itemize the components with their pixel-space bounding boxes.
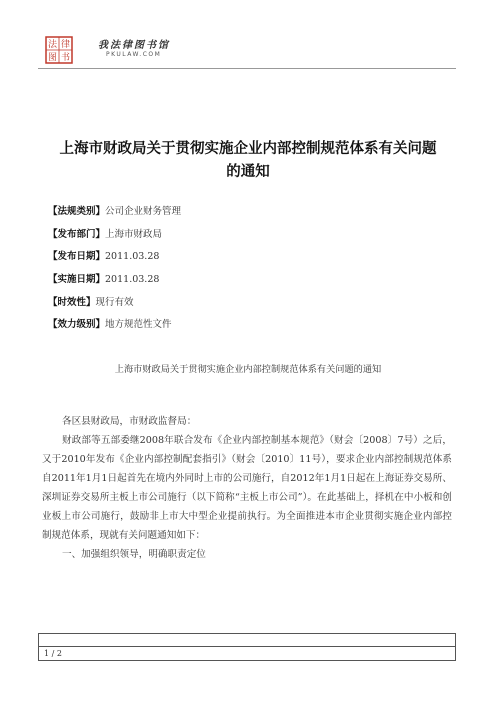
meta-row-effective-date (48, 273, 181, 296)
meta-row-publish-date (48, 250, 181, 273)
metadata-list (48, 205, 181, 341)
meta-value: 2011.03.28 (105, 274, 160, 286)
meta-key: 【效力级别】 (48, 319, 106, 331)
header-divider (38, 68, 456, 69)
site-header (38, 34, 456, 68)
meta-value: 上海市财政局 (105, 228, 163, 240)
section-heading: 一、加强组织领导，明确职责定位 (62, 549, 206, 560)
meta-value: 2011.03.28 (105, 251, 160, 263)
salutation: 各区县财政局，市财政监督局： (62, 416, 197, 427)
meta-key: 【实施日期】 (48, 274, 106, 286)
page-footer (38, 633, 456, 661)
document-body (42, 412, 452, 564)
document-title (20, 137, 476, 183)
meta-key: 【发布部门】 (48, 228, 106, 240)
meta-row-category (48, 205, 181, 228)
brand-name[interactable]: 我法律图书馆 (98, 40, 170, 51)
meta-key: 【时效性】 (48, 296, 96, 308)
document-subtitle: 上海市财政局关于贯彻实施企业内部控制规范体系有关问题的通知 (114, 364, 382, 375)
meta-row-department (48, 228, 181, 251)
pkulaw-logo-icon[interactable] (45, 36, 73, 64)
svg-text:图: 图 (47, 53, 58, 63)
svg-text:法: 法 (47, 40, 58, 50)
brand-url[interactable]: PKULAW.COM (106, 51, 162, 58)
meta-key: 【发布日期】 (48, 251, 106, 263)
meta-row-validity (48, 296, 181, 319)
meta-value: 地方规范性文件 (105, 319, 172, 331)
body-paragraph: 财政部等五部委继2008年联合发布《企业内部控制基本规范》（财会〔2008〕7号）之后，又于2010年发布《企业内部控制配套指引》（财会〔2010〕11号），要求企业内部控制规范体系自2011年1月1日起首先在境内外同时上市的公司施行，自2012年1月1日起在上海证券交易所、深圳证券交易所主板上市公司施行（以下简称“主板上市公司”）。在此基础上，择机在中小板和创业板上市公司施行，鼓励非上市大中型企业提前执行。为全面推进本市企业贯彻实施企业内部控制规范体系，现就有关问题通知如下： (42, 435, 452, 541)
meta-value: 公司企业财务管理 (105, 206, 182, 217)
svg-text:律: 律 (60, 40, 71, 50)
title-line-1: 上海市财政局关于贯彻实施企业内部控制规范体系有关问题 (59, 140, 437, 157)
meta-row-level (48, 318, 181, 341)
meta-key: 【法规类别】 (48, 206, 106, 217)
meta-value: 现行有效 (95, 296, 134, 308)
footer-divider (39, 646, 455, 647)
page-number: 1 / 2 (44, 649, 62, 658)
svg-text:书: 书 (60, 53, 71, 63)
title-line-2: 的通知 (226, 163, 270, 180)
